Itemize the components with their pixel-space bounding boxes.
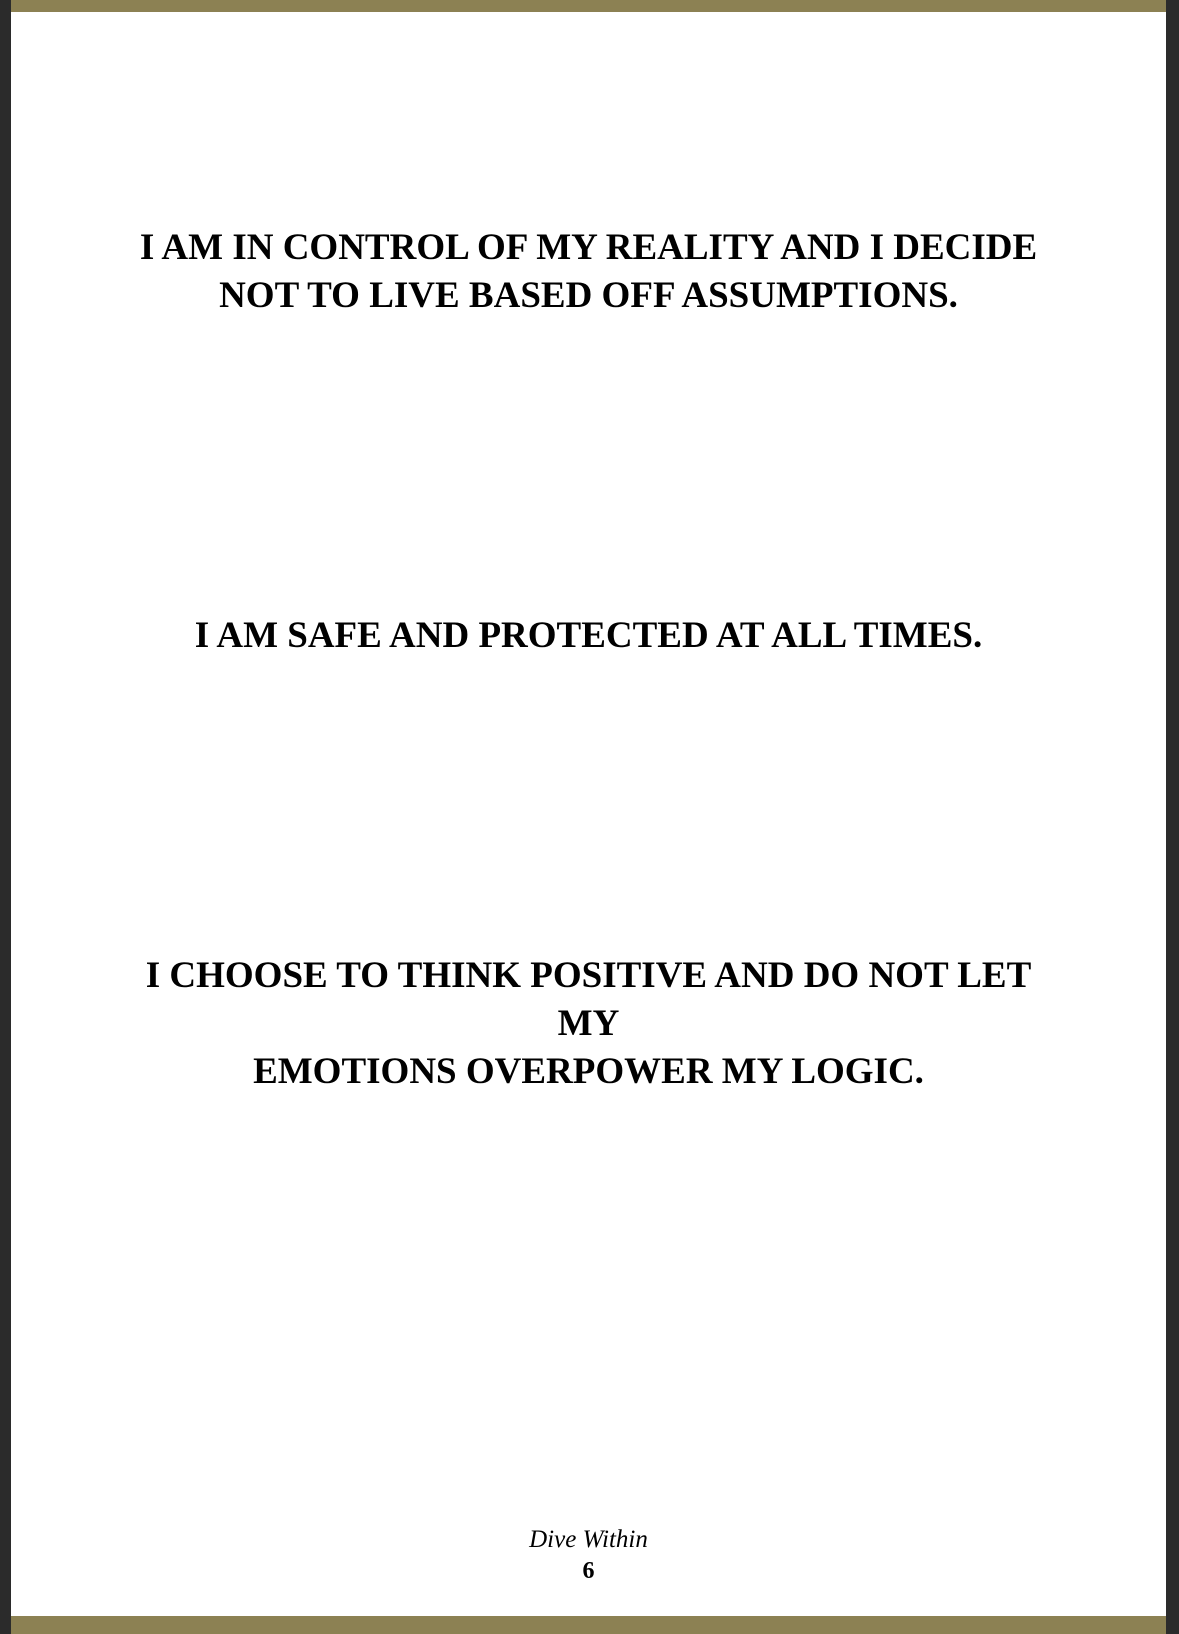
affirmation-line: I AM IN CONTROL OF MY REALITY AND I DECIDE: [139, 227, 1038, 268]
affirmation-line: EMOTIONS OVERPOWER MY LOGIC.: [253, 1051, 924, 1092]
affirmation-line: MY: [557, 1003, 620, 1044]
page-number: 6: [582, 1558, 595, 1584]
top-border: [11, 0, 1166, 12]
affirmation-line: I AM SAFE AND PROTECTED AT ALL TIMES.: [194, 615, 983, 656]
affirmation-positive: [11, 952, 1166, 1096]
footer-title: Dive Within: [529, 1526, 648, 1553]
document-page: [11, 0, 1166, 1634]
bottom-border: [11, 1616, 1166, 1634]
affirmation-control: [11, 224, 1166, 320]
affirmation-safe: [11, 612, 1166, 660]
affirmation-line: NOT TO LIVE BASED OFF ASSUMPTIONS.: [219, 275, 958, 316]
affirmation-line: I CHOOSE TO THINK POSITIVE AND DO NOT LET: [145, 955, 1032, 996]
page-footer: [11, 1524, 1166, 1586]
